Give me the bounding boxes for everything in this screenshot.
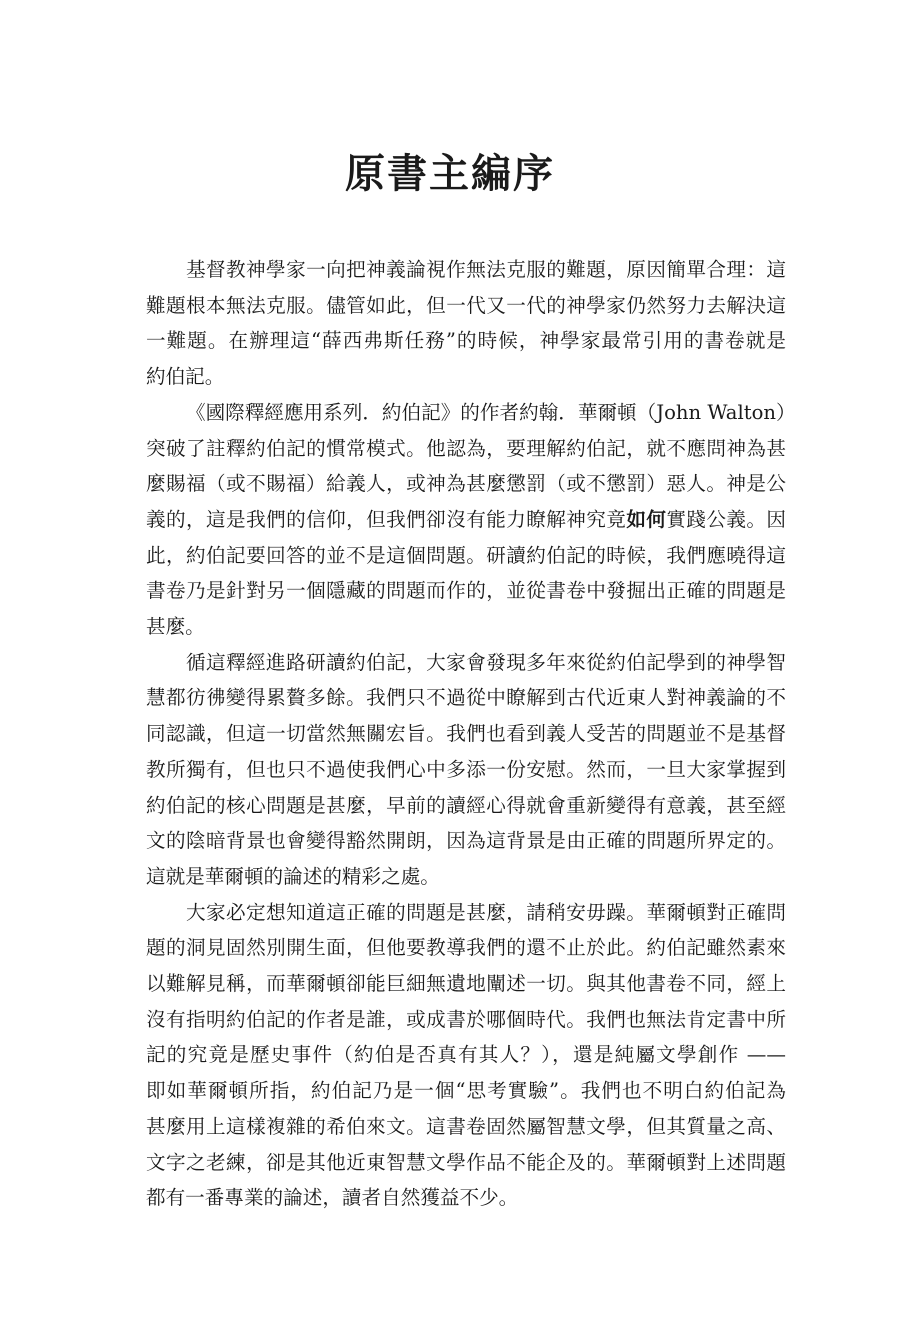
text-line: 約伯記。 [146,365,225,389]
text-line: 麼賜福（或不賜福）給義人，或神為甚麼懲罰（或不懲罰）惡人。神是公 [146,472,786,496]
text-line: 約伯記的核心問題是甚麼，早前的讀經心得就會重新變得有意義，甚至經 [146,793,786,817]
text-line: 一難題。在辦理這“薛西弗斯任務”的時候，神學家最常引用的書卷就是 [146,329,786,353]
body-text [146,252,796,1216]
paragraph-2 [146,395,796,645]
text-line: 難題根本無法克服。儘管如此，但一代又一代的神學家仍然努力去解決這 [146,293,786,317]
page-title: 原書主編序 [345,151,555,197]
text-line-with-emphasis [146,502,786,538]
emphasis-text: 如何 [626,507,667,531]
text-line: 同認識，但這一切當然無關宏旨。我們也看到義人受苦的問題並不是基督 [146,722,786,746]
text-segment: 義的，這是我們的信仰，但我們卻沒有能力瞭解神究竟 [146,507,627,531]
text-line: 慧都彷彿變得累贅多餘。我們只不過從中瞭解到古代近東人對神義論的不 [146,686,786,710]
text-line: 甚麼。 [146,615,205,639]
text-line: 題的洞見固然別開生面，但他要教導我們的還不止於此。約伯記雖然素來 [146,936,786,960]
text-line: 循這釋經進路研讀約伯記，大家會發現多年來從約伯記學到的神學智 [186,650,786,674]
text-line: 這就是華爾頓的論述的精彩之處。 [146,864,440,888]
text-line: 大家必定想知道這正確的問題是甚麼，請稍安毋躁。華爾頓對正確問 [186,900,786,924]
text-line: 《國際釋經應用系列．約伯記》的作者約翰．華爾頓（John Walton） [186,400,796,424]
paragraph-1 [146,252,786,395]
text-line: 即如華爾頓所指，約伯記乃是一個“思考實驗”。我們也不明白約伯記為 [146,1079,786,1103]
text-line: 文字之老練，卻是其他近東智慧文學作品不能企及的。華爾頓對上述問題 [146,1150,786,1174]
paragraph-4 [146,895,786,1216]
text-line: 都有一番專業的論述，讀者自然獲益不少。 [146,1186,519,1210]
text-line: 沒有指明約伯記的作者是誰，或成書於哪個時代。我們也無法肯定書中所 [146,1007,786,1031]
text-line: 以難解見稱，而華爾頓卻能巨細無遺地闡述一切。與其他書卷不同，經上 [146,972,786,996]
text-line: 書卷乃是針對另一個隱藏的問題而作的，並從書卷中發掘出正確的問題是 [146,579,786,603]
text-line: 基督教神學家一向把神義論視作無法克服的難題，原因簡單合理：這 [186,258,786,281]
text-line: 甚麼用上這樣複雜的希伯來文。這書卷固然屬智慧文學，但其質量之高、 [146,1114,786,1138]
text-line: 突破了註釋約伯記的慣常模式。他認為，要理解約伯記，就不應問神為甚 [146,436,786,460]
text-line: 此，約伯記要回答的並不是這個問題。研讀約伯記的時候，我們應曉得這 [146,543,786,567]
text-line: 文的陰暗背景也會變得豁然開朗，因為這背景是由正確的問題所界定的。 [146,829,786,853]
text-line: 記的究竟是歷史事件（約伯是否真有其人？），還是純屬文學創作 —— [146,1043,786,1067]
text-segment: 實踐公義。因 [666,507,787,531]
text-line: 教所獨有，但也只不過使我們心中多添一份安慰。然而，一旦大家掌握到 [146,757,786,781]
paragraph-3 [146,645,786,895]
